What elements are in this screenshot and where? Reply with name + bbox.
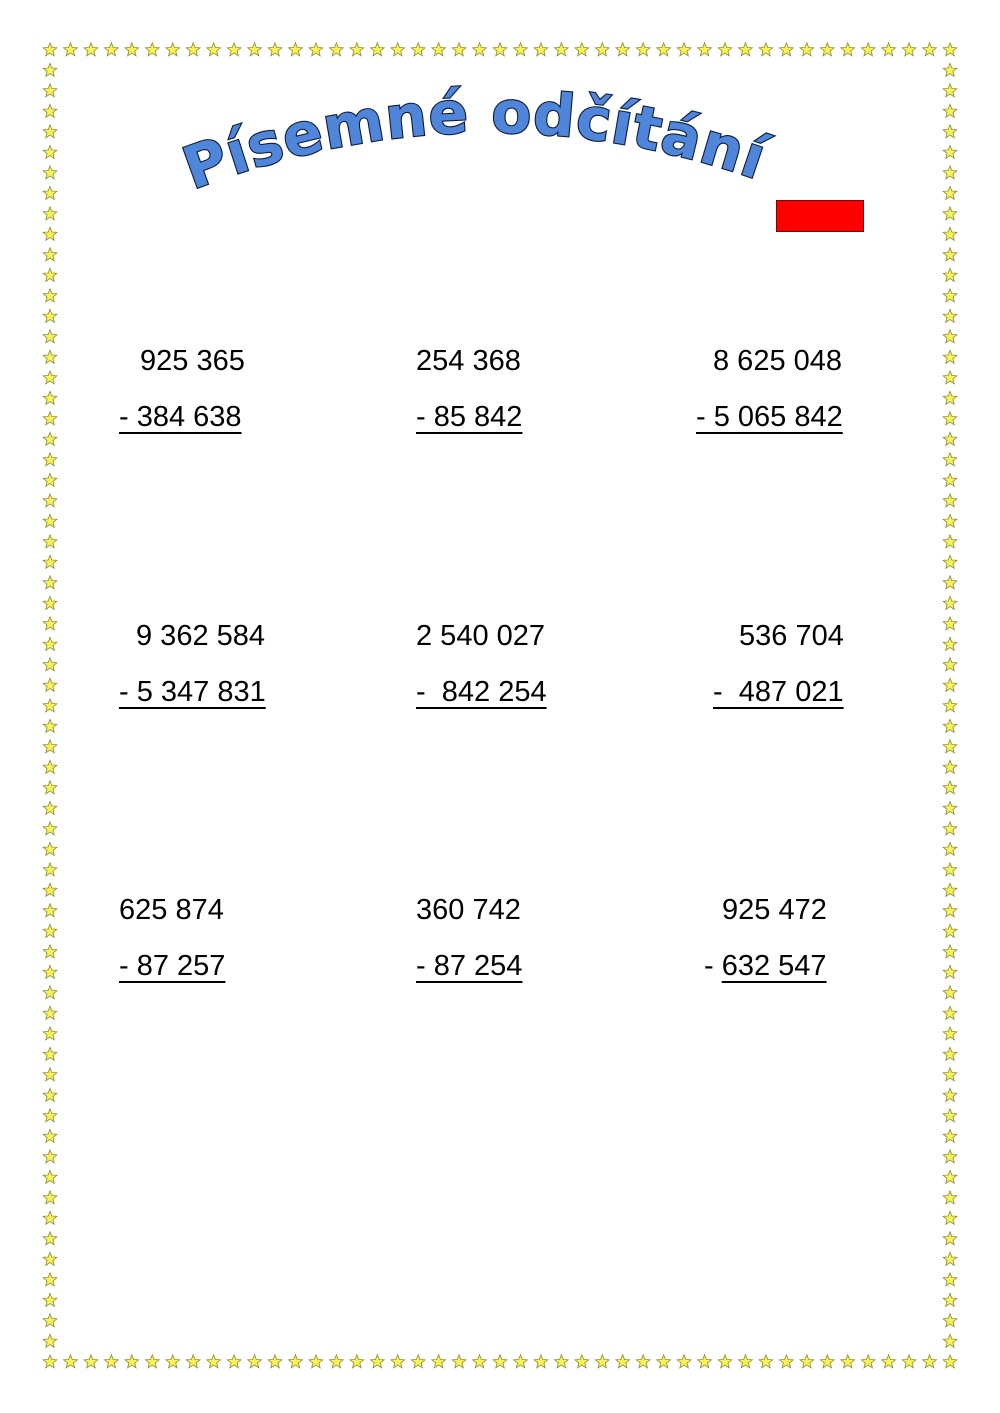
border-star-icon xyxy=(943,43,957,56)
border-star-icon xyxy=(800,1355,814,1368)
border-star-icon xyxy=(391,43,405,56)
minuend: 536 704 xyxy=(739,620,844,652)
border-star-icon xyxy=(943,801,957,814)
subtrahend-line xyxy=(119,403,242,432)
border-star-icon xyxy=(43,904,57,917)
border-star-icon xyxy=(330,43,344,56)
border-star-icon xyxy=(166,1355,180,1368)
border-star-icon xyxy=(882,43,896,56)
border-star-icon xyxy=(43,1068,57,1081)
border-star-icon xyxy=(657,43,671,56)
border-star-icon xyxy=(923,1355,937,1368)
border-star-icon xyxy=(330,1355,344,1368)
border-star-icon xyxy=(43,84,57,97)
minuend: 2 540 027 xyxy=(416,620,546,652)
border-star-icon xyxy=(943,1109,957,1122)
border-star-icon xyxy=(493,1355,507,1368)
border-star-icon xyxy=(943,719,957,732)
border-star-icon xyxy=(43,186,57,199)
subtrahend-line xyxy=(416,403,522,432)
border-star-icon xyxy=(943,207,957,220)
subtrahend-line xyxy=(416,952,522,981)
problem-3 xyxy=(696,345,843,463)
border-star-icon xyxy=(943,740,957,753)
border-star-icon xyxy=(43,248,57,261)
minuend: 625 874 xyxy=(119,894,224,926)
border-star-icon xyxy=(943,1088,957,1101)
problem-2 xyxy=(416,345,523,463)
border-star-icon xyxy=(943,1355,957,1368)
border-star-icon xyxy=(248,1355,262,1368)
border-star-icon xyxy=(186,1355,200,1368)
title-textpath: Písemné odčítání xyxy=(174,78,775,203)
subtrahend-line xyxy=(704,952,827,981)
border-star-icon xyxy=(943,1150,957,1163)
border-star-icon xyxy=(923,43,937,56)
subtrahend: - 384 638 xyxy=(119,401,242,433)
border-star-icon xyxy=(943,309,957,322)
border-star-icon xyxy=(43,1252,57,1265)
border-star-icon xyxy=(64,1355,78,1368)
border-star-icon xyxy=(534,1355,548,1368)
border-star-icon xyxy=(43,699,57,712)
red-answer-box[interactable] xyxy=(776,200,864,232)
border-star-icon xyxy=(595,43,609,56)
border-star-icon xyxy=(718,43,732,56)
border-star-icon xyxy=(555,1355,569,1368)
border-star-icon xyxy=(452,43,466,56)
border-star-icon xyxy=(780,1355,794,1368)
border-star-icon xyxy=(43,1232,57,1245)
border-star-icon xyxy=(943,883,957,896)
border-star-icon xyxy=(943,494,957,507)
border-star-icon xyxy=(575,43,589,56)
border-star-icon xyxy=(943,1068,957,1081)
border-star-icon xyxy=(43,637,57,650)
border-star-icon xyxy=(943,432,957,445)
border-star-icon xyxy=(943,63,957,76)
border-star-icon xyxy=(43,740,57,753)
border-star-icon xyxy=(186,43,200,56)
border-star-icon xyxy=(309,43,323,56)
border-star-icon xyxy=(411,43,425,56)
border-star-icon xyxy=(943,473,957,486)
border-star-icon xyxy=(227,43,241,56)
border-star-icon xyxy=(43,63,57,76)
border-star-icon xyxy=(534,43,548,56)
border-star-icon xyxy=(227,1355,241,1368)
border-star-icon xyxy=(309,1355,323,1368)
border-star-icon xyxy=(943,986,957,999)
border-star-icon xyxy=(43,535,57,548)
border-star-icon xyxy=(902,1355,916,1368)
border-star-icon xyxy=(350,1355,364,1368)
border-star-icon xyxy=(43,781,57,794)
border-star-icon xyxy=(207,43,221,56)
minuend: 9 362 584 xyxy=(136,620,266,652)
border-star-icon xyxy=(739,43,753,56)
border-star-icon xyxy=(943,596,957,609)
border-star-icon xyxy=(125,1355,139,1368)
border-star-icon xyxy=(943,1314,957,1327)
border-star-icon xyxy=(43,268,57,281)
border-star-icon xyxy=(943,350,957,363)
subtrahend: 632 547 xyxy=(721,950,827,982)
border-star-icon xyxy=(943,1211,957,1224)
border-star-icon xyxy=(43,1088,57,1101)
border-star-icon xyxy=(943,289,957,302)
border-star-icon xyxy=(943,1273,957,1286)
border-star-icon xyxy=(289,43,303,56)
border-star-icon xyxy=(43,391,57,404)
border-star-icon xyxy=(759,43,773,56)
border-star-icon xyxy=(943,514,957,527)
border-star-icon xyxy=(861,43,875,56)
border-star-icon xyxy=(43,1314,57,1327)
border-star-icon xyxy=(43,617,57,630)
border-star-icon xyxy=(43,412,57,425)
border-star-icon xyxy=(43,350,57,363)
border-star-icon xyxy=(43,104,57,117)
border-star-icon xyxy=(43,1355,57,1368)
minuend: 925 472 xyxy=(722,894,827,926)
border-star-icon xyxy=(268,1355,282,1368)
subtrahend-line xyxy=(416,678,547,707)
border-star-icon xyxy=(125,43,139,56)
border-star-icon xyxy=(820,1355,834,1368)
border-star-icon xyxy=(943,1293,957,1306)
border-star-icon xyxy=(677,1355,691,1368)
border-star-icon xyxy=(943,371,957,384)
border-star-icon xyxy=(43,760,57,773)
border-star-icon xyxy=(43,145,57,158)
border-star-icon xyxy=(43,924,57,937)
border-star-icon xyxy=(514,1355,528,1368)
border-star-icon xyxy=(943,125,957,138)
border-star-icon xyxy=(943,1170,957,1183)
border-star-icon xyxy=(43,1273,57,1286)
border-star-icon xyxy=(43,576,57,589)
border-star-icon xyxy=(43,1211,57,1224)
subtrahend: - 87 257 xyxy=(119,950,226,982)
title-text xyxy=(174,78,776,203)
border-star-icon xyxy=(43,453,57,466)
border-star-icon xyxy=(105,1355,119,1368)
border-star-icon xyxy=(943,678,957,691)
border-star-icon xyxy=(943,760,957,773)
border-star-icon xyxy=(657,1355,671,1368)
problem-8 xyxy=(416,894,523,1012)
border-star-icon xyxy=(64,43,78,56)
border-star-icon xyxy=(452,1355,466,1368)
border-star-icon xyxy=(943,924,957,937)
border-star-icon xyxy=(514,43,528,56)
subtrahend: - 5 065 842 xyxy=(696,401,843,433)
border-star-icon xyxy=(677,43,691,56)
border-star-icon xyxy=(43,166,57,179)
border-star-icon xyxy=(268,43,282,56)
problem-1 xyxy=(119,345,245,463)
border-star-icon xyxy=(943,1334,957,1347)
border-star-icon xyxy=(943,863,957,876)
subtrahend: - 487 021 xyxy=(713,676,844,708)
border-star-icon xyxy=(43,1170,57,1183)
border-star-icon xyxy=(943,822,957,835)
border-star-icon xyxy=(943,1006,957,1019)
border-star-icon xyxy=(248,43,262,56)
border-star-icon xyxy=(595,1355,609,1368)
subtrahend-line xyxy=(119,952,225,981)
subtrahend-line xyxy=(713,678,844,707)
border-star-icon xyxy=(370,1355,384,1368)
subtrahend: - 5 347 831 xyxy=(119,676,266,708)
border-star-icon xyxy=(739,1355,753,1368)
border-star-icon xyxy=(43,1109,57,1122)
border-star-icon xyxy=(207,1355,221,1368)
border-star-icon xyxy=(943,637,957,650)
subtrahend-line xyxy=(119,678,266,707)
border-star-icon xyxy=(391,1355,405,1368)
minuend: 254 368 xyxy=(416,345,521,377)
border-star-icon xyxy=(636,1355,650,1368)
border-star-icon xyxy=(943,617,957,630)
border-star-icon xyxy=(943,453,957,466)
border-star-icon xyxy=(43,801,57,814)
border-star-icon xyxy=(43,1293,57,1306)
border-star-icon xyxy=(289,1355,303,1368)
border-star-icon xyxy=(411,1355,425,1368)
border-star-icon xyxy=(43,596,57,609)
border-star-icon xyxy=(43,473,57,486)
border-star-icon xyxy=(943,945,957,958)
border-star-icon xyxy=(882,1355,896,1368)
border-star-icon xyxy=(800,43,814,56)
border-star-icon xyxy=(43,822,57,835)
border-star-icon xyxy=(432,43,446,56)
border-star-icon xyxy=(43,330,57,343)
border-star-icon xyxy=(43,945,57,958)
subtrahend: - 87 254 xyxy=(416,950,523,982)
border-star-icon xyxy=(636,43,650,56)
border-star-icon xyxy=(43,371,57,384)
border-star-icon xyxy=(145,1355,159,1368)
border-star-icon xyxy=(943,104,957,117)
border-star-icon xyxy=(943,227,957,240)
subtrahend: - 842 254 xyxy=(416,676,547,708)
border-star-icon xyxy=(43,883,57,896)
border-star-icon xyxy=(616,43,630,56)
border-star-icon xyxy=(84,43,98,56)
border-star-icon xyxy=(43,289,57,302)
border-star-icon xyxy=(43,432,57,445)
border-star-icon xyxy=(943,1191,957,1204)
border-star-icon xyxy=(105,43,119,56)
border-star-icon xyxy=(841,43,855,56)
border-star-icon xyxy=(902,43,916,56)
border-star-icon xyxy=(943,658,957,671)
border-star-icon xyxy=(943,576,957,589)
border-star-icon xyxy=(943,186,957,199)
border-star-icon xyxy=(943,84,957,97)
problem-6 xyxy=(713,620,844,738)
border-star-icon xyxy=(166,43,180,56)
border-star-icon xyxy=(841,1355,855,1368)
border-star-icon xyxy=(43,1027,57,1040)
border-star-icon xyxy=(43,514,57,527)
border-star-icon xyxy=(575,1355,589,1368)
border-star-icon xyxy=(555,43,569,56)
border-star-icon xyxy=(759,1355,773,1368)
border-star-icon xyxy=(943,1027,957,1040)
border-star-icon xyxy=(43,965,57,978)
border-star-icon xyxy=(943,391,957,404)
border-star-icon xyxy=(43,1191,57,1204)
border-star-icon xyxy=(350,43,364,56)
border-star-icon xyxy=(370,43,384,56)
border-star-icon xyxy=(861,1355,875,1368)
border-star-icon xyxy=(943,904,957,917)
border-star-icon xyxy=(943,248,957,261)
border-star-icon xyxy=(43,125,57,138)
border-star-icon xyxy=(943,1047,957,1060)
border-star-icon xyxy=(473,43,487,56)
border-star-icon xyxy=(43,494,57,507)
border-star-icon xyxy=(943,965,957,978)
border-star-icon xyxy=(718,1355,732,1368)
minuend: 925 365 xyxy=(140,345,245,377)
minuend: 360 742 xyxy=(416,894,521,926)
border-star-icon xyxy=(43,986,57,999)
subtrahend: - 85 842 xyxy=(416,401,523,433)
border-star-icon xyxy=(943,555,957,568)
border-star-icon xyxy=(43,1129,57,1142)
border-star-icon xyxy=(943,330,957,343)
minus-sign: - xyxy=(704,950,722,982)
border-star-icon xyxy=(493,43,507,56)
border-star-icon xyxy=(84,1355,98,1368)
border-star-icon xyxy=(43,1047,57,1060)
border-star-icon xyxy=(943,781,957,794)
border-star-icon xyxy=(43,309,57,322)
border-star-icon xyxy=(943,1129,957,1142)
border-star-icon xyxy=(43,207,57,220)
problem-7 xyxy=(119,894,226,1012)
border-star-icon xyxy=(943,535,957,548)
subtrahend-line xyxy=(696,403,843,432)
border-star-icon xyxy=(698,1355,712,1368)
worksheet-title xyxy=(174,78,775,205)
problem-9 xyxy=(704,894,827,1012)
border-star-icon xyxy=(43,43,57,56)
border-star-icon xyxy=(943,699,957,712)
border-star-icon xyxy=(943,412,957,425)
border-star-icon xyxy=(43,1334,57,1347)
border-star-icon xyxy=(943,842,957,855)
border-star-icon xyxy=(473,1355,487,1368)
border-star-icon xyxy=(698,43,712,56)
border-star-icon xyxy=(43,1006,57,1019)
border-star-icon xyxy=(43,842,57,855)
border-star-icon xyxy=(820,43,834,56)
border-star-icon xyxy=(43,1150,57,1163)
border-star-icon xyxy=(43,555,57,568)
border-star-icon xyxy=(943,166,957,179)
border-star-icon xyxy=(43,678,57,691)
border-star-icon xyxy=(943,268,957,281)
border-star-icon xyxy=(943,145,957,158)
border-star-icon xyxy=(43,863,57,876)
border-star-icon xyxy=(616,1355,630,1368)
border-star-icon xyxy=(43,719,57,732)
border-star-icon xyxy=(780,43,794,56)
minuend: 8 625 048 xyxy=(713,345,843,377)
border-star-icon xyxy=(43,227,57,240)
border-star-icon xyxy=(943,1232,957,1245)
problem-5 xyxy=(416,620,547,738)
border-star-icon xyxy=(943,1252,957,1265)
problem-4 xyxy=(119,620,266,738)
border-star-icon xyxy=(145,43,159,56)
border-star-icon xyxy=(432,1355,446,1368)
border-star-icon xyxy=(43,658,57,671)
